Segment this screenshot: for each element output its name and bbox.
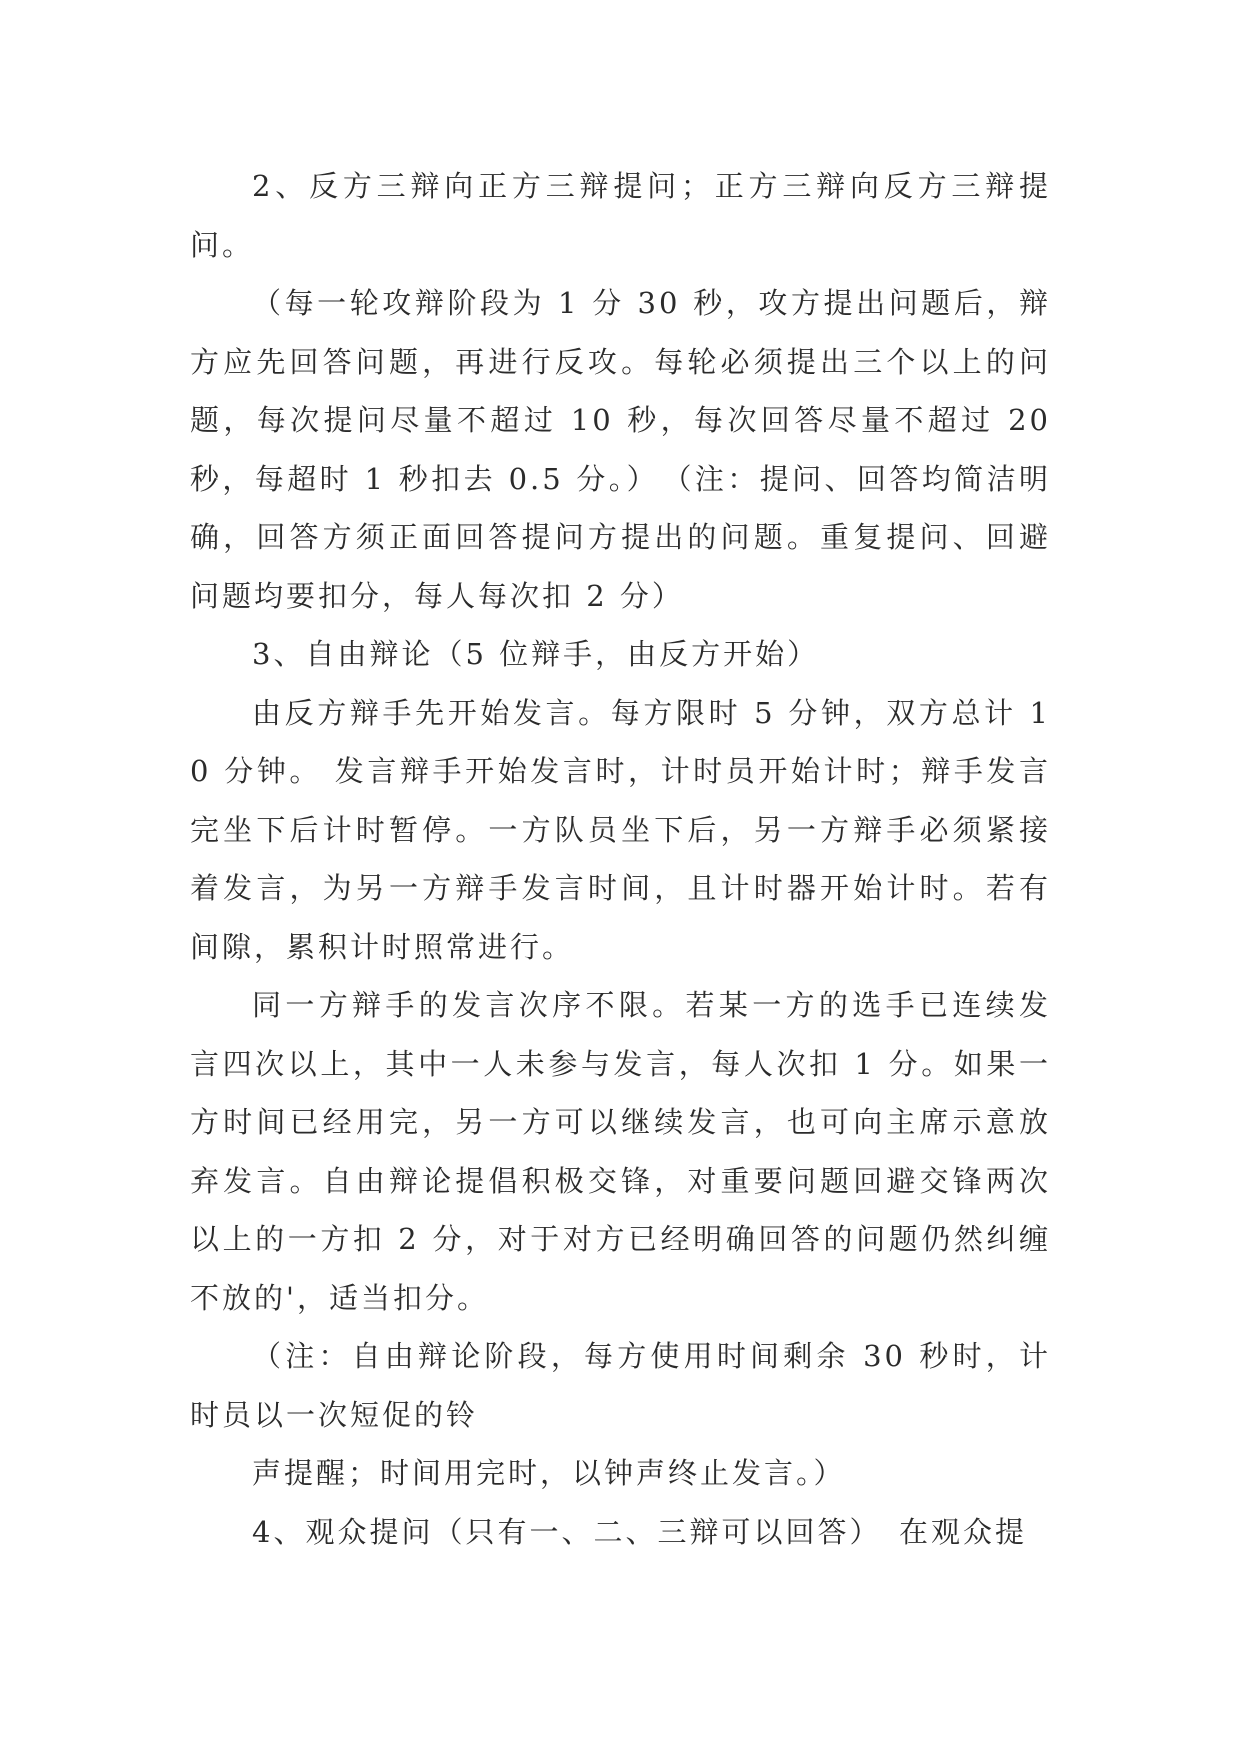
paragraph-6: （注：自由辩论阶段，每方使用时间剩余 30 秒时，计时员以一次短促的铃: [190, 1339, 1051, 1432]
paragraph-4: 由反方辩手先开始发言。每方限时 5 分钟，双方总计 10 分钟。 发言辩手开始发言时，计时员开始计时；辩手发言完坐下后计时暂停。一方队员坐下后，另一方辩手必须紧接着发言，为另一方辩手发言时间，且计时器开始计时。若有间隙，累积计时照常进行。: [190, 695, 1051, 964]
paragraph-3: 3、自由辩论（5 位辩手，由反方开始）: [252, 637, 820, 671]
document-body: [190, 157, 1051, 1561]
paragraph-7: 声提醒；时间用完时，以钟声终止发言。）: [252, 1456, 846, 1490]
paragraph-5: 同一方辩手的发言次序不限。若某一方的选手已连续发言四次以上，其中一人未参与发言，每人次扣 1 分。如果一方时间已经用完，另一方可以继续发言，也可向主席示意放弃发言。自由辩论提倡积极交锋，对重要问题回避交锋两次以上的一方扣 2 分，对于对方已经明确回答的问题仍然纠缠不放的'，适当扣分。: [190, 988, 1051, 1315]
paragraph-8: 4、观众提问（只有一、二、三辩可以回答） 在观众提: [252, 1514, 1027, 1549]
paragraph-2: （每一轮攻辩阶段为 1 分 30 秒，攻方提出问题后，辩方应先回答问题，再进行反攻。每轮必须提出三个以上的问题，每次提问尽量不超过 10 秒，每次回答尽量不超过 20 秒，每超时 1 秒扣去 0.5 分。） （注：提问、回答均简洁明确，回答方须正面回答提问方提出的问题。重复提问、回避问题均要扣分，每人每次扣 2 分）: [190, 286, 1051, 613]
paragraph-1: 2、反方三辩向正方三辩提问；正方三辩向反方三辩提问。: [190, 169, 1051, 262]
